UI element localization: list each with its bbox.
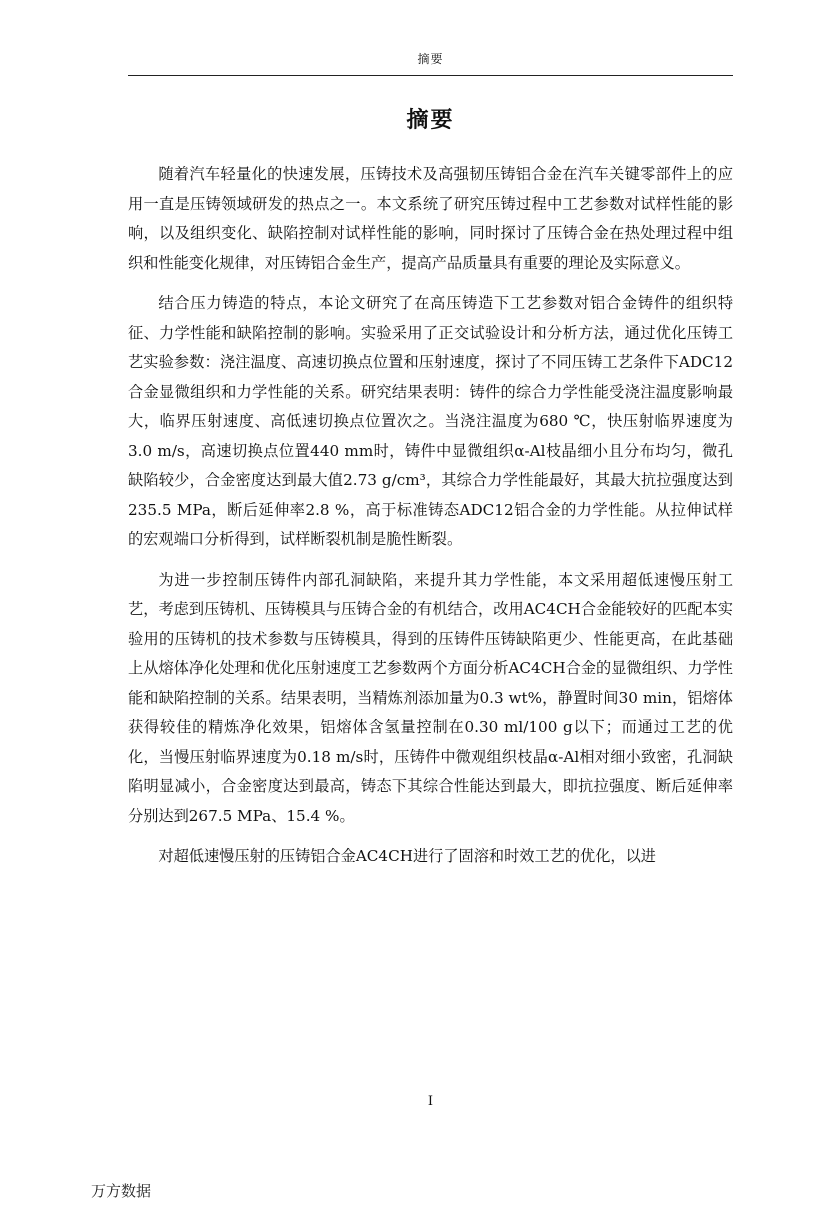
- page-number: I: [427, 1094, 434, 1109]
- paragraph-1: 随着汽车轻量化的快速发展，压铸技术及高强韧压铸铝合金在汽车关键零部件上的应用一直是压铸领域研发的热点之一。本文系统了研究压铸过程中工艺参数对试样性能的影响，以及组织变化、缺陷控制对试样性能的影响，同时探讨了压铸合金在热处理过程中组织和性能变化规律，对压铸铝合金生产，提高产品质量具有重要的理论及实际意义。: [128, 165, 733, 272]
- header-rule: [128, 75, 733, 76]
- abstract-body: [128, 160, 733, 872]
- paragraph-4: 对超低速慢压射的压铸铝合金AC4CH进行了固溶和时效工艺的优化，以进: [158, 847, 656, 865]
- paragraph-2: 结合压力铸造的特点，本论文研究了在高压铸造下工艺参数对铝合金铸件的组织特征、力学性能和缺陷控制的影响。实验采用了正交试验设计和分析方法，通过优化压铸工艺实验参数：浇注温度、高速切换点位置和压射速度，探讨了不同压铸工艺条件下ADC12合金显微组织和力学性能的关系。研究结果表明：铸件的综合力学性能受浇注温度影响最大，临界压射速度、高低速切换点位置次之。当浇注温度为680 ℃，快压射临界速度为3.0 m/s，高速切换点位置440 mm时，铸件中显微组织α-Al枝晶细小且分布均匀，微孔缺陷较少，合金密度达到最大值2.73 g/cm³，其综合力学性能最好，其最大抗拉强度达到235.5 MPa，断后延伸率2.8 %，高于标准铸态ADC12铝合金的力学性能。从拉伸试样的宏观端口分析得到，试样断裂机制是脆性断裂。: [128, 294, 733, 548]
- page-title: 摘要: [406, 108, 455, 133]
- paragraph-3: 为进一步控制压铸件内部孔洞缺陷，来提升其力学性能，本文采用超低速慢压射工艺，考虑到压铸机、压铸模具与压铸合金的有机结合，改用AC4CH合金能较好的匹配本实验用的压铸机的技术参数与压铸模具，得到的压铸件压铸缺陷更少、性能更高，在此基础上从熔体净化处理和优化压射速度工艺参数两个方面分析AC4CH合金的显微组织、力学性能和缺陷控制的关系。结果表明，当精炼剂添加量为0.3 wt%，静置时间30 min，铝熔体获得较佳的精炼净化效果，铝熔体含氢量控制在0.30 ml/100 g以下；而通过工艺的优化，当慢压射临界速度为0.18 m/s时，压铸件中微观组织枝晶α-Al相对细小致密，孔洞缺陷明显减小，合金密度达到最高，铸态下其综合性能达到最大，即抗拉强度、断后延伸率分别达到267.5 MPa、15.4 %。: [128, 570, 733, 825]
- running-header: 摘要: [417, 52, 444, 66]
- watermark-text: 万方数据: [91, 1182, 152, 1200]
